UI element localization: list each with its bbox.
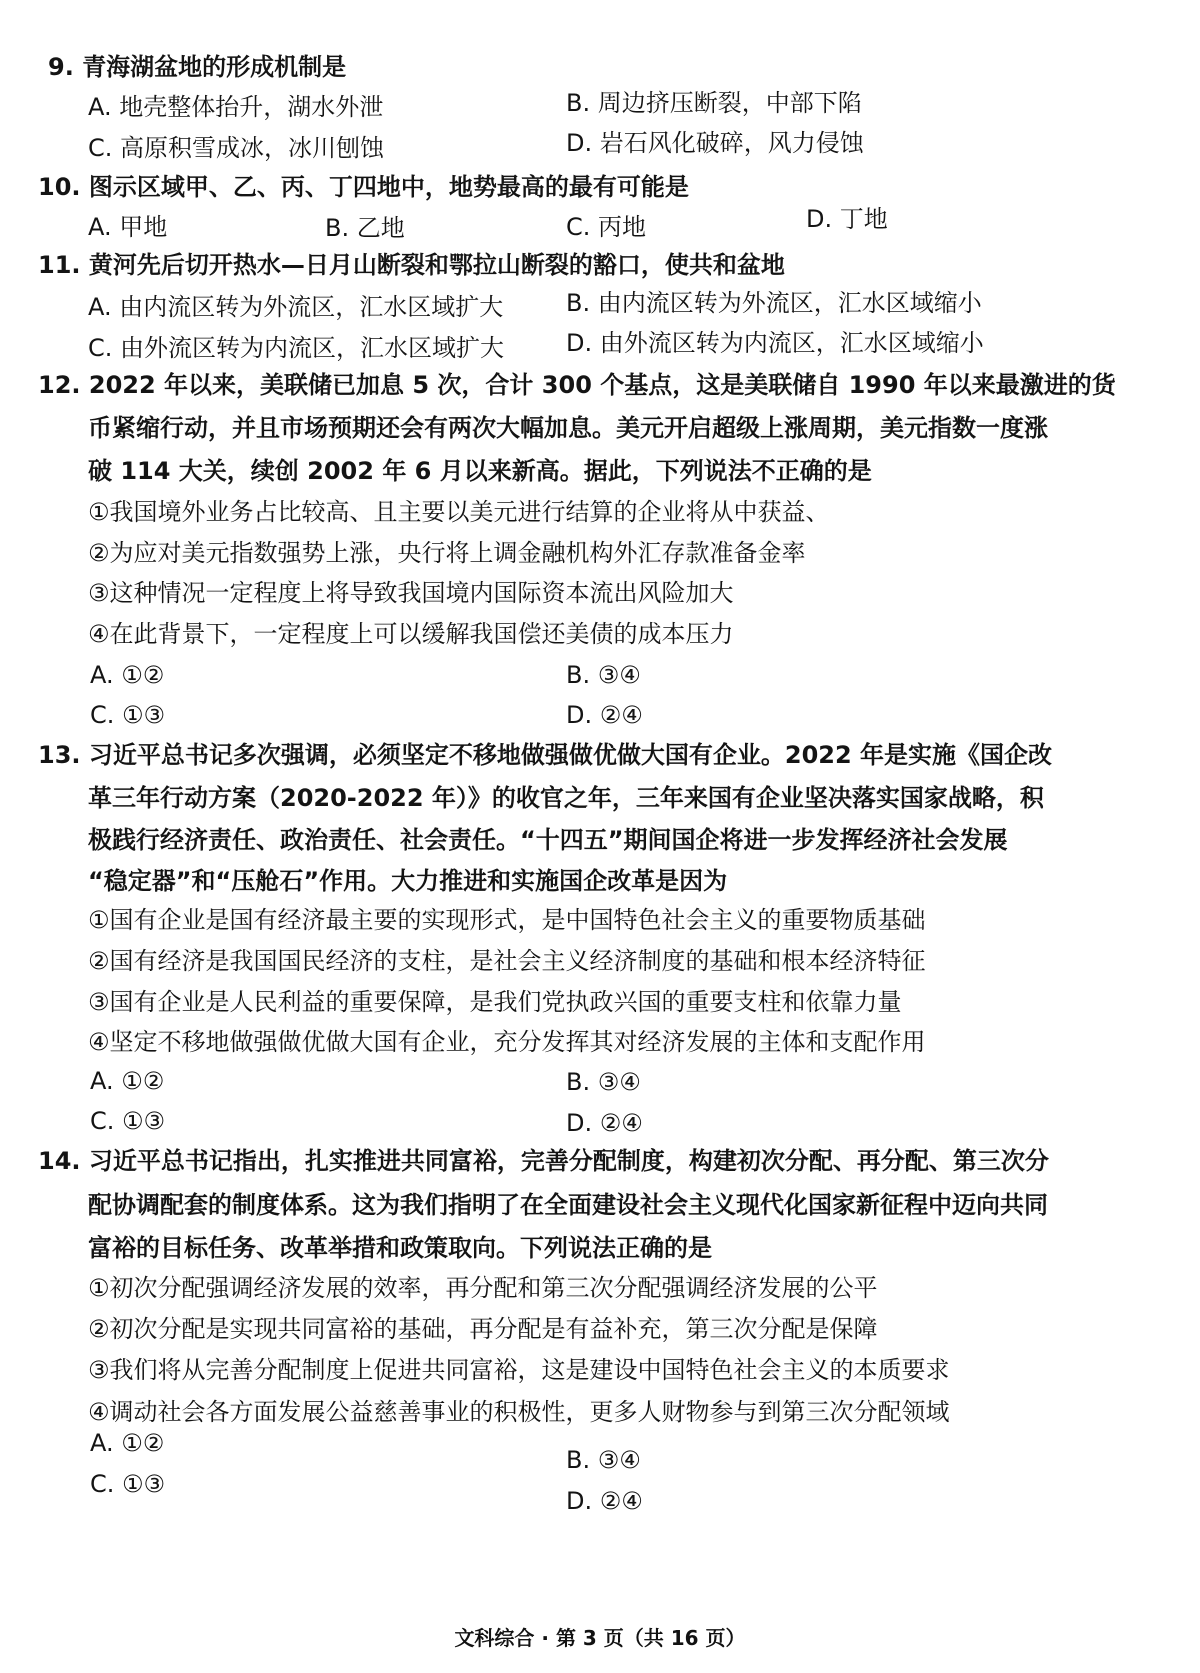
q13-statement-3: ③国有企业是人民利益的重要保障，是我们党执政兴国的重要支柱和依靠力量: [88, 988, 902, 1016]
q13-statement-1: ①国有企业是国有经济最主要的实现形式，是中国特色社会主义的重要物质基础: [88, 906, 926, 934]
q9-number: 9.: [48, 53, 74, 81]
q14-stem-line-1: [38, 1146, 1049, 1176]
q9-option-d: D. 岩石风化破碎，风力侵蚀: [566, 129, 864, 157]
q11-option-b: B. 由内流区转为外流区，汇水区域缩小: [566, 289, 982, 317]
q9-option-a: A. 地壳整体抬升，湖水外泄: [88, 93, 384, 121]
q11-stem: [38, 250, 785, 280]
page-footer: 文科综合 · 第 3 页（共 16 页）: [454, 1626, 746, 1650]
q13-option-b: B. ③④: [566, 1068, 641, 1096]
q14-option-b: B. ③④: [566, 1446, 641, 1474]
q12-number: 12.: [38, 371, 81, 399]
q14-stem-line-2: 配协调配套的制度体系。这为我们指明了在全面建设社会主义现代化国家新征程中迈向共同: [88, 1191, 1048, 1219]
q12-statement-1: ①我国境外业务占比较高、且主要以美元进行结算的企业将从中获益、: [88, 498, 830, 526]
q13-stem-line-2: 革三年行动方案（2020-2022 年）》的收官之年，三年来国有企业坚决落实国家战略，积: [88, 784, 1044, 812]
q10-option-c: C. 丙地: [566, 213, 647, 241]
q9-stem-text: 青海湖盆地的形成机制是: [82, 53, 347, 81]
q14-option-d: D. ②④: [566, 1487, 643, 1515]
q12-statement-2: ②为应对美元指数强势上涨，央行将上调金融机构外汇存款准备金率: [88, 539, 806, 567]
q13-statement-4: ④坚定不移地做强做优做大国有企业，充分发挥其对经济发展的主体和支配作用: [88, 1028, 926, 1056]
q12-statement-4: ④在此背景下，一定程度上可以缓解我国偿还美债的成本压力: [88, 620, 734, 648]
q14-stem-line-3: 富裕的目标任务、改革举措和政策取向。下列说法正确的是: [88, 1234, 712, 1262]
q14-statement-4: ④调动社会各方面发展公益慈善事业的积极性，更多人财物参与到第三次分配领域: [88, 1398, 950, 1426]
q10-number: 10.: [38, 173, 81, 201]
q14-option-a: A. ①②: [90, 1429, 165, 1457]
q14-statement-2: ②初次分配是实现共同富裕的基础，再分配是有益补充，第三次分配是保障: [88, 1315, 878, 1343]
q12-option-b: B. ③④: [566, 661, 641, 689]
q12-stem-line-3: 破 114 大关，续创 2002 年 6 月以来新高。据此，下列说法不正确的是: [88, 457, 872, 485]
q10-stem: [38, 172, 689, 202]
q10-option-a: A. 甲地: [88, 213, 168, 241]
q13-option-d: D. ②④: [566, 1109, 643, 1137]
q9-option-c: C. 高原积雪成冰，冰川刨蚀: [88, 134, 385, 162]
q11-option-d: D. 由外流区转为内流区，汇水区域缩小: [566, 329, 984, 357]
q13-number: 13.: [38, 741, 81, 769]
q14-statement-3: ③我们将从完善分配制度上促进共同富裕，这是建设中国特色社会主义的本质要求: [88, 1356, 950, 1384]
q14-stem-text-1: 习近平总书记指出，扎实推进共同富裕，完善分配制度，构建初次分配、再分配、第三次分: [88, 1147, 1049, 1175]
q12-option-c: C. ①③: [90, 701, 166, 729]
q13-stem-line-3: 极践行经济责任、政治责任、社会责任。“十四五”期间国企将进一步发挥经济社会发展: [88, 826, 1008, 854]
q13-stem-line-4: “稳定器”和“压舱石”作用。大力推进和实施国企改革是因为: [88, 867, 728, 895]
q14-number: 14.: [38, 1147, 81, 1175]
q10-stem-text: 图示区域甲、乙、丙、丁四地中，地势最高的最有可能是: [88, 173, 689, 201]
q11-option-a: A. 由内流区转为外流区，汇水区域扩大: [88, 293, 504, 321]
q11-option-c: C. 由外流区转为内流区，汇水区域扩大: [88, 334, 505, 362]
q12-stem-text-1: 2022 年以来，美联储已加息 5 次，合计 300 个基点，这是美联储自 1990 年以来最激进的货: [88, 371, 1116, 399]
q9-stem: [48, 52, 346, 82]
q13-option-a: A. ①②: [90, 1067, 165, 1095]
q11-number: 11.: [38, 251, 81, 279]
q13-option-c: C. ①③: [90, 1107, 166, 1135]
q10-option-b: B. 乙地: [325, 214, 405, 242]
q12-option-a: A. ①②: [90, 661, 165, 689]
q9-option-b: B. 周边挤压断裂，中部下陷: [566, 89, 862, 117]
q10-option-d: D. 丁地: [806, 205, 888, 233]
q13-stem-text-1: 习近平总书记多次强调，必须坚定不移地做强做优做大国有企业。2022 年是实施《国企改: [88, 741, 1053, 769]
q12-statement-3: ③这种情况一定程度上将导致我国境内国际资本流出风险加大: [88, 579, 734, 607]
q11-stem-text: 黄河先后切开热水—日月山断裂和鄂拉山断裂的豁口，使共和盆地: [88, 251, 785, 279]
q14-option-c: C. ①③: [90, 1470, 166, 1498]
q13-stem-line-1: [38, 740, 1052, 770]
q12-option-d: D. ②④: [566, 701, 643, 729]
q13-statement-2: ②国有经济是我国国民经济的支柱，是社会主义经济制度的基础和根本经济特征: [88, 947, 926, 975]
q14-statement-1: ①初次分配强调经济发展的效率，再分配和第三次分配强调经济发展的公平: [88, 1274, 878, 1302]
q12-stem-line-1: [38, 370, 1116, 400]
q12-stem-line-2: 币紧缩行动，并且市场预期还会有两次大幅加息。美元开启超级上涨周期，美元指数一度涨: [88, 414, 1048, 442]
